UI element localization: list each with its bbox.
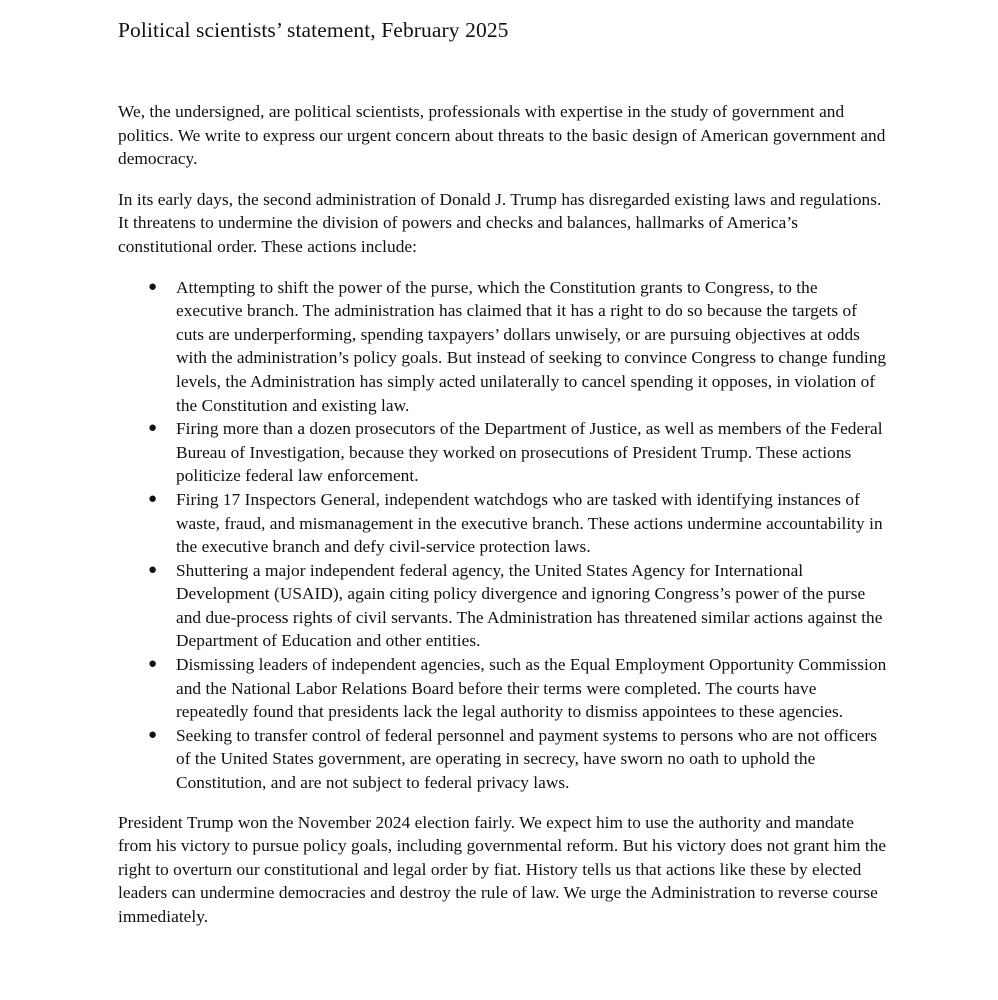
conclusion-paragraph: President Trump won the November 2024 election fairly. We expect him to use the authority and mandate from his victory to pursue policy goals, including governmental reform. But his victory does not grant him the right to overturn our constitutional and legal order by fiat. History tells us that actions like these by elected leaders can undermine democracies and destroy the rule of law. We urge the Administration to reverse course immediately. bbox=[118, 812, 887, 926]
bullet-icon: ● bbox=[148, 561, 158, 578]
list-item bbox=[118, 417, 888, 488]
list-item bbox=[118, 653, 888, 724]
list-item bbox=[118, 724, 888, 795]
context-paragraph: In its early days, the second administration of Donald J. Trump has disregarded existing laws and regulations. It threatens to undermine the division of powers and checks and balances, hallmarks of America’s constitutional order. These actions include: bbox=[118, 189, 882, 256]
document-page bbox=[118, 16, 888, 946]
list-item-text: Shuttering a major independent federal agency, the United States Agency for International Development (USAID), again citing policy divergence and ignoring Congress’s power of the purse and due-process rights of civil servants. The Administration has threatened similar actions against the Department of Education and other entities. bbox=[176, 560, 883, 651]
list-item bbox=[118, 559, 888, 653]
intro-paragraph: We, the undersigned, are political scientists, professionals with expertise in the study of government and politics. We write to express our urgent concern about threats to the basic design of American government and democracy. bbox=[118, 102, 886, 169]
list-item bbox=[118, 488, 888, 559]
bullet-icon: ● bbox=[148, 420, 158, 437]
document-title: Political scientists’ statement, February 2025 bbox=[118, 18, 509, 42]
bullet-icon: ● bbox=[148, 726, 158, 743]
list-item-text: Seeking to transfer control of federal personnel and payment systems to persons who are not officers of the United States government, are operating in secrecy, have sworn no oath to uphold the Constitution, and are not subject to federal privacy laws. bbox=[176, 725, 878, 793]
list-item-text: Dismissing leaders of independent agencies, such as the Equal Employment Opportunity Commission and the National Labor Relations Board before their terms were completed. The courts have repeatedly found that presidents lack the legal authority to dismiss appointees to these agencies. bbox=[176, 655, 887, 722]
list-item-text: Firing 17 Inspectors General, independent watchdogs who are tasked with identifying instances of waste, fraud, and mismanagement in the executive branch. These actions undermine accountability in the executive branch and defy civil-service protection laws. bbox=[176, 489, 883, 557]
actions-list bbox=[118, 276, 888, 795]
list-item bbox=[118, 276, 888, 418]
bullet-icon: ● bbox=[148, 278, 158, 295]
bullet-icon: ● bbox=[148, 656, 158, 673]
list-item-text: Attempting to shift the power of the purse, which the Constitution grants to Congress, to the executive branch. The administration has claimed that it has a right to do so because the targets of cuts are underperforming, spending taxpayers’ dollars unwisely, or are pursuing objectives at odds with the administration’s policy goals. But instead of seeking to convince Congress to change funding levels, the Administration has simply acted unilaterally to cancel spending it opposes, in violation of the Constitution and existing law. bbox=[176, 277, 887, 415]
list-item-text: Firing more than a dozen prosecutors of the Department of Justice, as well as members of the Federal Bureau of Investigation, because they worked on prosecutions of President Trump. These actions politicize federal law enforcement. bbox=[176, 419, 883, 486]
bullet-icon: ● bbox=[148, 490, 158, 507]
